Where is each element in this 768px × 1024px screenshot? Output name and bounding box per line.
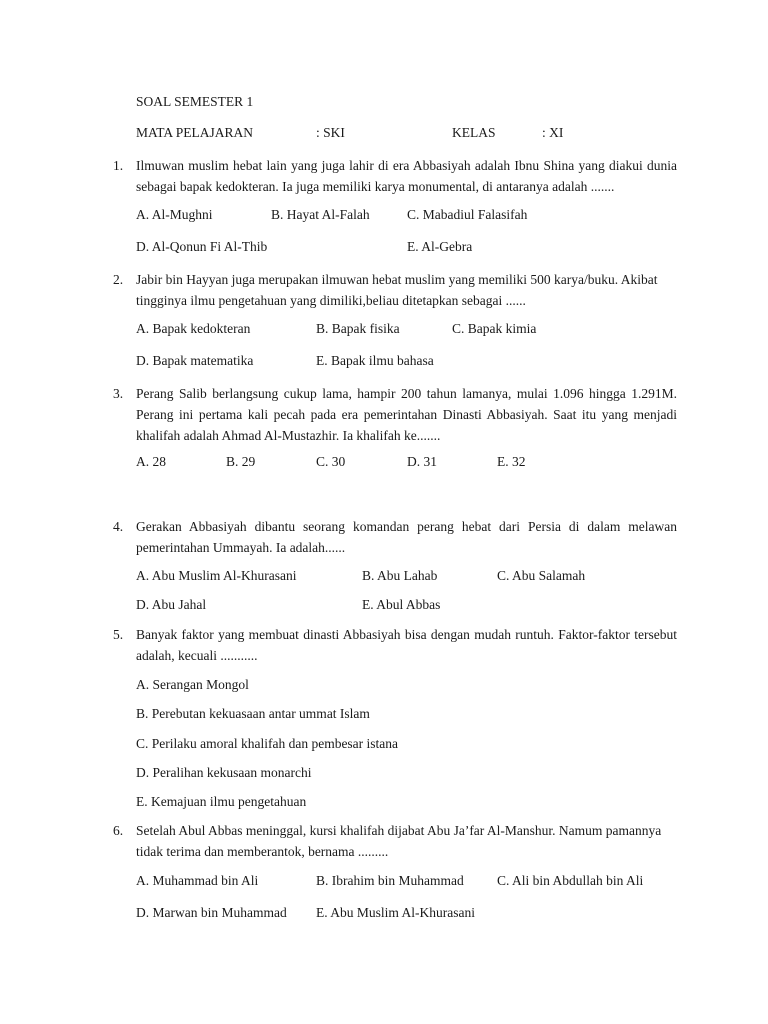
option-e: E. Abu Muslim Al-Khurasani — [316, 905, 475, 920]
question-number: 6. — [113, 823, 124, 838]
option-a: A. Bapak kedokteran — [136, 321, 251, 336]
question-text: Ilmuwan muslim hebat lain yang juga lahir di era Abbasiyah adalah Ibnu Shina yang diakui dunia sebagai bapak kedokteran. Ia juga memiliki karya monumental, di antaranya adalah ....... — [136, 158, 677, 194]
option-c: C. Abu Salamah — [497, 568, 586, 583]
question-number: 5. — [113, 627, 124, 642]
option-b: B. Bapak fisika — [316, 321, 400, 336]
option-a: A. Al-Mughni — [136, 207, 213, 222]
option-d: D. Al-Qonun Fi Al-Thib — [136, 239, 268, 254]
question-text: Banyak faktor yang membuat dinasti Abbasiyah bisa dengan mudah runtuh. Faktor-faktor tersebut adalah, kecuali ........... — [136, 627, 677, 663]
option-c: C. Ali bin Abdullah bin Ali — [497, 873, 644, 888]
option-e: E. Kemajuan ilmu pengetahuan — [136, 794, 307, 809]
subject-value: : SKI — [316, 125, 345, 140]
question-text: Setelah Abul Abbas meninggal, kursi khalifah dijabat Abu Ja’far Al-Manshur. Namum pamannya tidak terima dan memberantok, bernama ......... — [136, 823, 662, 859]
option-b: B. Hayat Al-Falah — [271, 207, 370, 222]
question-number: 3. — [113, 386, 124, 401]
class-label: KELAS — [452, 125, 496, 140]
option-c: C. Bapak kimia — [452, 321, 537, 336]
option-e: E. 32 — [497, 454, 526, 469]
question-number: 2. — [113, 272, 124, 287]
class-value: : XI — [542, 125, 564, 140]
option-b: B. Perebutan kekuasaan antar ummat Islam — [136, 706, 370, 721]
option-a: A. 28 — [136, 454, 166, 469]
option-b: B. Abu Lahab — [362, 568, 438, 583]
question-text: Gerakan Abbasiyah dibantu seorang komandan perang hebat dari Persia di dalam melawan pemerintahan Ummayah. Ia adalah...... — [136, 519, 677, 555]
option-e: E. Bapak ilmu bahasa — [316, 353, 434, 368]
option-d: D. Bapak matematika — [136, 353, 254, 368]
option-d: D. 31 — [407, 454, 437, 469]
option-c: C. Mabadiul Falasifah — [407, 207, 528, 222]
subject-label: MATA PELAJARAN — [136, 125, 254, 140]
option-a: A. Abu Muslim Al-Khurasani — [136, 568, 297, 583]
option-b: B. 29 — [226, 454, 256, 469]
option-d: D. Abu Jahal — [136, 597, 207, 612]
question-text: Jabir bin Hayyan juga merupakan ilmuwan hebat muslim yang memiliki 500 karya/buku. Akibat tingginya ilmu pengetahuan yang dimiliki,beliau ditetapkan sebagai ...... — [136, 272, 658, 308]
question-text: Perang Salib berlangsung cukup lama, hampir 200 tahun lamanya, mulai 1.096 hingga 1.291M. Perang ini pertama kali pecah pada era pemerintahan Dinasti Abbasiyah. Saat itu yang menjadi khalifah adalah Ahmad Al-Mustazhir. Ia khalifah ke....... — [136, 386, 677, 443]
question-number: 4. — [113, 519, 124, 534]
option-c: C. 30 — [316, 454, 346, 469]
option-a: A. Serangan Mongol — [136, 677, 249, 692]
question-number: 1. — [113, 158, 124, 173]
option-b: B. Ibrahim bin Muhammad — [316, 873, 464, 888]
option-a: A. Muhammad bin Ali — [136, 873, 259, 888]
option-d: D. Marwan bin Muhammad — [136, 905, 287, 920]
option-e: E. Abul Abbas — [362, 597, 441, 612]
option-e: E. Al-Gebra — [407, 239, 473, 254]
option-d: D. Peralihan kekusaan monarchi — [136, 765, 312, 780]
option-c: C. Perilaku amoral khalifah dan pembesar istana — [136, 736, 399, 751]
document-title: SOAL SEMESTER 1 — [136, 94, 254, 109]
